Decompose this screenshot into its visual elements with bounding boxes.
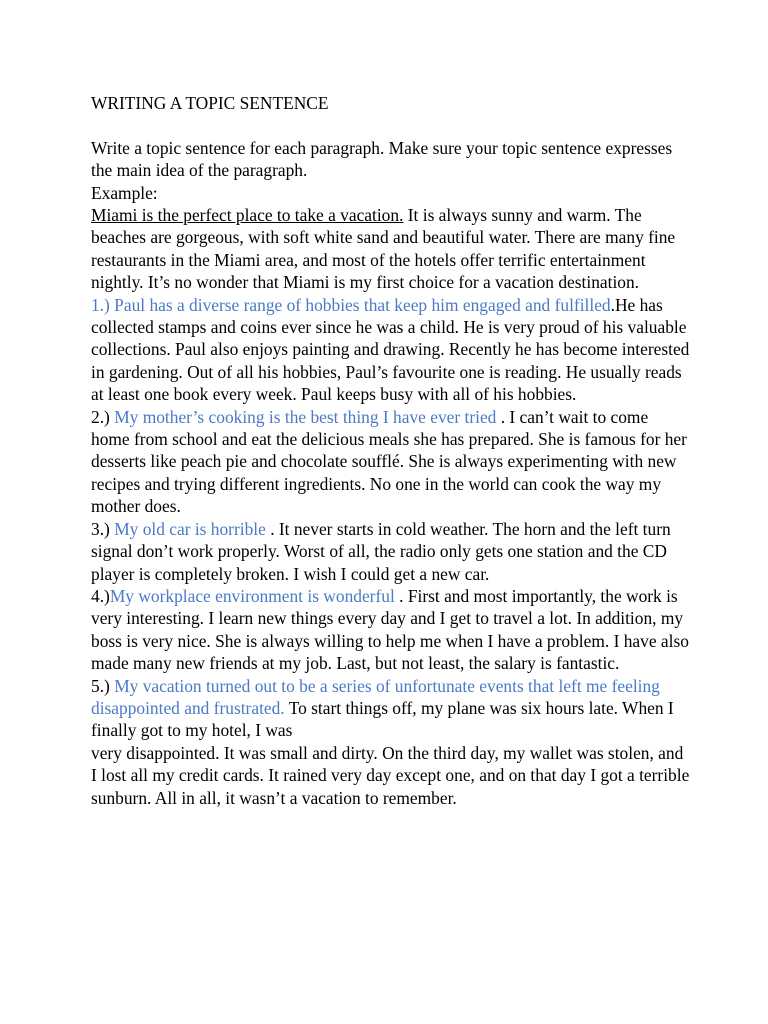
paragraph-2-topic-sentence: My mother’s cooking is the best thing I have ever tried bbox=[114, 406, 497, 427]
example-topic-sentence: Miami is the perfect place to take a vacation. bbox=[91, 205, 404, 226]
example-paragraph bbox=[91, 204, 691, 294]
paragraph-2-body: . I can’t wait to come home from school and eat the delicious meals she has prepared. She is famous for her desserts like peach pie and chocolate soufflé. She is always experimenting with new recipes and trying different ingredients. No one in the world can cook the way my mother does. bbox=[91, 406, 687, 517]
instructions: Write a topic sentence for each paragraph. Make sure your topic sentence expresses the main idea of the paragraph. bbox=[91, 137, 673, 181]
example-body: It is always sunny and warm. The beaches are gorgeous, with soft white sand and beautiful water. There are many fine restaurants in the Miami area, and most of the hotels offer terrific entertainment nightly. It’s no wonder that Miami is my first choice for a vacation destination. bbox=[91, 205, 676, 293]
paragraph-5 bbox=[91, 675, 691, 809]
paragraph-5-number: 5.) bbox=[91, 675, 115, 696]
paragraph-3-body: . It never starts in cold weather. The horn and the left turn signal don’t work properly. Worst of all, the radio only gets one station and the CD player is completely broken. I wish I could get a new car. bbox=[91, 518, 671, 584]
paragraph-5-topic-sentence: My vacation turned out to be a series of unfortunate events that left me feeling disappointed and frustrated. bbox=[91, 675, 660, 718]
paragraph-2-number: 2.) bbox=[91, 406, 115, 427]
paragraph-5-body-start: To start things off, my plane was six hours late. When I finally got to my hotel, I was bbox=[91, 697, 674, 741]
paragraph-4-body: . First and most importantly, the work is very interesting. I learn new things every day and I get to travel a lot. In addition, my boss is very nice. She is always willing to help me when I have a problem. I have also made many new friends at my job. Last, but not least, the salary is fantastic. bbox=[91, 585, 689, 674]
paragraph-3-topic-sentence: My old car is horrible bbox=[114, 518, 266, 539]
document-body bbox=[91, 92, 691, 809]
paragraph-1 bbox=[91, 294, 691, 406]
paragraph-2 bbox=[91, 406, 691, 518]
paragraph-5-body-rest: very disappointed. It was small and dirty. On the third day, my wallet was stolen, and I lost all my credit cards. It rained very day except one, and on that day I got a terrible sunburn. All in all, it wasn’t a vacation to remember. bbox=[91, 742, 690, 808]
page-title: WRITING A TOPIC SENTENCE bbox=[91, 93, 329, 113]
paragraph-1-topic-sentence: 1.) Paul has a diverse range of hobbies that keep him engaged and fulfilled bbox=[91, 294, 611, 315]
paragraph-3 bbox=[91, 518, 691, 585]
paragraph-4 bbox=[91, 585, 691, 675]
paragraph-4-number: 4.) bbox=[91, 585, 110, 606]
example-label: Example: bbox=[91, 182, 158, 203]
paragraph-3-number: 3.) bbox=[91, 518, 115, 539]
paragraph-1-body: .He has collected stamps and coins ever since he was a child. He is very proud of his valuable collections. Paul also enjoys painting and drawing. Recently he has become interested in gardening. Out of all his hobbies, Paul’s favourite one is reading. He usually reads at least one book every week. Paul keeps busy with all of his hobbies. bbox=[91, 294, 690, 405]
paragraph-4-topic-sentence: My workplace environment is wonderful bbox=[109, 585, 395, 606]
